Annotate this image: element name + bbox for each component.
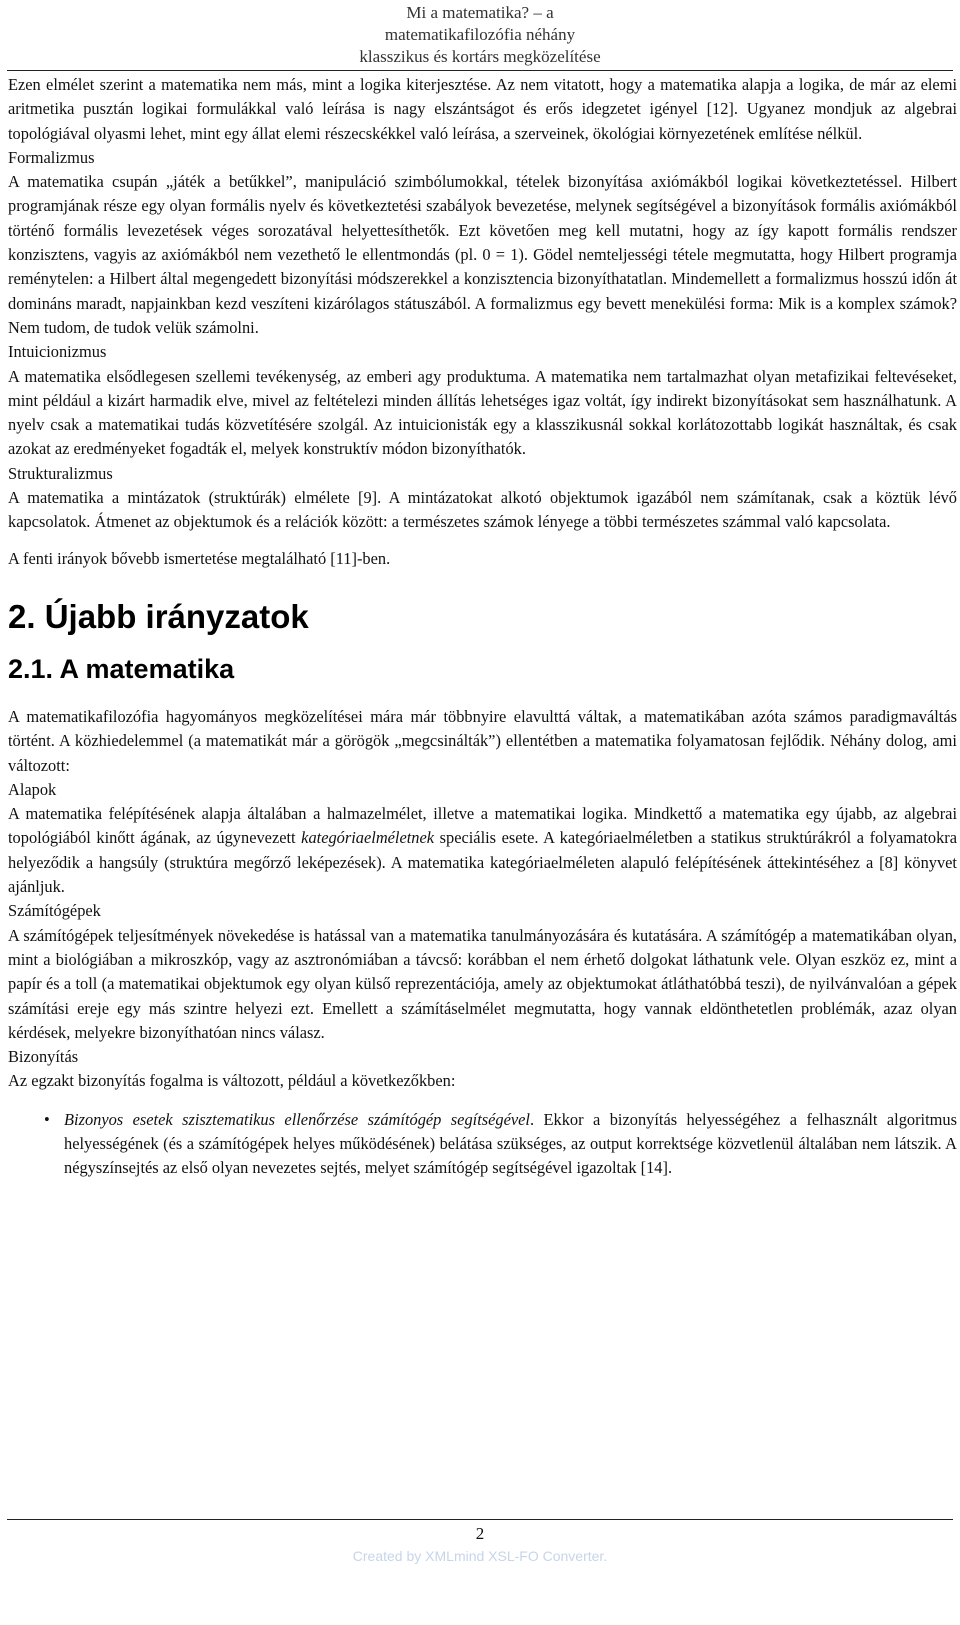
definition-intuitionism: A matematika elsődlegesen szellemi tevékenység, az emberi agy produktuma. A matematika nem tartalmazhat olyan metafizikai feltevéseket, mint például a kizárt harmadik elve, mivel az feltételezi minden állítás lehetséges igaz voltát, így indirekt bizonyításokat sem használhatunk. A nyelv csak a matematikai tudás közvetítésére szolgál. Az intuicionisták egy a klasszikusnál sokkal korlátozottabb logikát használtak, és csak azokat az eredményeket fogadták el, melyek konstruktív módon bizonyíthatók. [8,366,957,459]
page-number: 2 [475,1524,485,1543]
definition-computers: A számítógépek teljesítmények növekedése is hatással van a matematika tanulmányozására és kutatására. A számítógép a matematikában olyan, mint a biológiában a mikroszkóp, vagy az asztronómiában a távcső: korábban el nem érhető dolgokat láthatunk vele. Olyan eszköz ez, mint a papír és a toll (a matematikai objektumok egy olyan külső reprezentációja, amely az objektumokat átláthatóbbá teszi), de nyilvánvalóan a gépek számítási ereje egy más szintre helyezi ezt. Emellett a számításelmélet megmutatta, hogy vannak eldönthetetlen problémák, azaz olyan kérdések, melyekre bizonyíthatóan nincs válasz. [8,925,957,1042]
main-content [8,73,957,1181]
list-item [8,1108,957,1181]
term-formalism: Formalizmus [8,147,95,167]
subsection-intro: A matematikafilozófia hagyományos megközelítései mára már többnyire elavulttá váltak, a matematikában azóta számos paradigmaváltás történt. A közhiedelemmel (a matematikát már a görögök „megcsinálták”) ellentétben a matematika folyamatosan fejlődik. Néhány dolog, ami változott: [8,706,957,775]
bullet-icon: • [44,1109,50,1129]
subsection-heading: 2.1. A matematika [8,653,235,684]
overview-sentence: A fenti irányok bővebb ismertetése megtalálható [11]-ben. [8,548,391,568]
proof-bullet-list [8,1108,957,1181]
header-title-line-1: Mi a matematika? – a [406,3,554,22]
header-title-line-2: matematikafilozófia néhány [384,25,576,44]
category-theory-term: kategóriaelméletnek [301,828,435,848]
bullet-emphasis: Bizonyos esetek szisztematikus ellenőrzése számítógép segítségével [64,1109,530,1129]
footer-rule [7,1519,953,1520]
converter-credit: Created by XMLmind XSL-FO Converter. [352,1548,608,1564]
definition-structuralism: A matematika a mintázatok (struktúrák) elmélete [9]. A mintázatokat alkotó objektumok igazából nem számítanak, csak a köztük lévő kapcsolatok. Átmenet az objektumok és a relációk között: a természetes számok lényege a többi természetes számmal való kapcsolata. [8,488,957,532]
term-proof: Bizonyítás [8,1047,79,1067]
running-header [300,2,660,68]
definition-proof: Az egzakt bizonyítás fogalma is változott, például a következőkben: [8,1071,456,1091]
header-rule [7,70,953,71]
header-title-line-3: klasszikus és kortárs megközelítése [359,47,601,66]
definition-foundations [8,802,957,899]
term-intuitionism: Intuicionizmus [8,342,107,362]
term-computers: Számítógépek [8,901,101,921]
intro-paragraph: Ezen elmélet szerint a matematika nem más, mint a logika kiterjesztése. Az nem vitatott, hogy a matematika alapja a logika, de már az elemi aritmetika pusztán logikai formulákkal való leírása is nagy elszántságot és erős idegzetet igényel [12]. Ugyanez mondjuk az algebrai topológiával olyasmi lehet, mint egy állat elemi részecskékkel való leírása, a szerveinek, ökológiai környezetének említése nélkül. [8,75,957,143]
definition-formalism: A matematika csupán „játék a betűkkel”, manipuláció szimbólumokkal, tételek bizonyítása axiómákból logikai következtetéssel. Hilbert programjának része egy olyan formális nyelv és következtetési szabályok bevezetése, melynek segítségével a bizonyítások formális axiómákból történő formális levezetések véges sorozatával helyettesíthetők. Ezt követően meg kell mutatni, hogy az így kapott formális rendszer konzisztens, vagyis az axiómákból nem vezethető le ellentmondás (pl. 0 = 1). Gödel nemteljességi tétele megmutatta, hogy Hilbert programja reménytelen: a Hilbert által megengedett bizonyítási módszerekkel a konzisztencia bizonyíthatatlan. Mindemellett a formalizmus hosszú időn át domináns maradt, napjainkban kezd veszíteni kizárólagos státuszából. A formalizmus egy bevett menekülési forma: Mik is a komplex számok? Nem tudom, de tudok velük számolni. [8,172,957,337]
foundations-text-1: A matematika felépítésének alapja általában a halmazelmélet, illetve a matematikai logika. Mindkettő a matematika egy újabb, az algebrai topológiából kinőtt ágának, az úgynevezett [8,804,957,848]
bullet-text: . Ekkor a bizonyítás helyességéhez a felhasznált algoritmus helyességének (és a számítógépek helyes működésének) belátása szükséges, az output korrektsége közvetlenül általában nem látszik. A négyszínsejtés az első olyan nevezetes sejtés, melyet számítógép segítségével igazoltak [14]. [64,1109,957,1178]
section-heading: 2. Újabb irányzatok [8,597,309,635]
term-foundations: Alapok [8,779,57,799]
term-structuralism: Strukturalizmus [8,463,113,483]
foundations-text-2: speciális esete. A kategóriaelméletben a statikus struktúrákról a folyamatokra helyeződik a hangsúly (struktúra megőrző leképezések). A matematika kategóriaelméleten alapuló felépítésének áttekintéséhez a [8] könyvet ajánljuk. [8,828,957,897]
